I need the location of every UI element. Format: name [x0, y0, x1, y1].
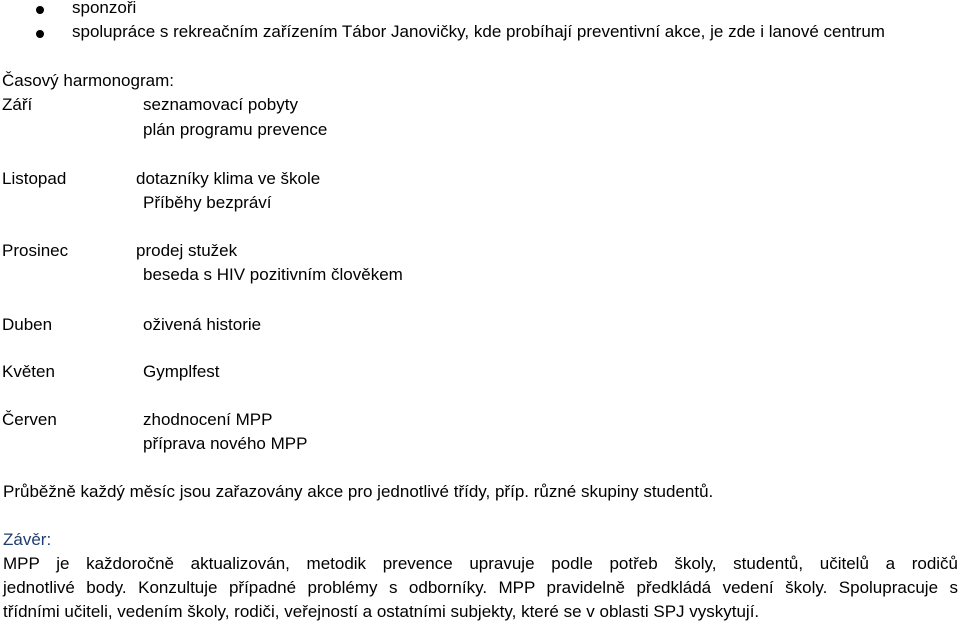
schedule-activity: beseda s HIV pozitivním člověkem: [143, 265, 403, 284]
schedule-month: Duben: [2, 315, 53, 334]
conclusion-line: [3, 552, 958, 576]
bullet-dot-icon: [36, 30, 44, 38]
schedule-activity: dotazníky klima ve škole: [136, 169, 321, 188]
ongoing-paragraph: Průběžně každý měsíc jsou zařazovány akce pro jednotlivé třídy, příp. různé skupiny studentů.: [3, 482, 714, 501]
schedule-month: Září: [2, 95, 33, 114]
schedule-activity: seznamovací pobyty: [143, 95, 298, 114]
schedule-activity: prodej stužek: [136, 241, 238, 260]
schedule-activity: plán programu prevence: [143, 120, 328, 139]
bullet-text: spolupráce s rekreačním zařízením Tábor Janovičky, kde probíhají preventivní akce, je zde i lanové centrum: [72, 22, 885, 41]
bullet-dot-icon: [36, 6, 44, 14]
schedule-activity: příprava nového MPP: [143, 434, 308, 453]
schedule-activity: oživená historie: [143, 315, 262, 334]
schedule-activity: zhodnocení MPP: [143, 410, 273, 429]
schedule-month: Červen: [2, 410, 57, 429]
conclusion-line-text: MPP je každoročně aktualizován, metodik prevence upravuje podle potřeb školy, studentů, učitelů a rodičů: [3, 554, 958, 573]
schedule-activity: Příběhy bezpráví: [143, 193, 272, 212]
schedule-month: Listopad: [2, 169, 67, 188]
bullet-text: sponzoři: [72, 0, 137, 17]
conclusion-heading: Závěr:: [3, 530, 52, 549]
schedule-heading: Časový harmonogram:: [2, 71, 174, 90]
schedule-activity: Gymplfest: [143, 362, 220, 381]
schedule-month: Květen: [2, 362, 55, 381]
conclusion-paragraph: [3, 552, 958, 624]
schedule-month: Prosinec: [2, 241, 69, 260]
conclusion-line: [3, 600, 958, 624]
conclusion-line: [3, 576, 958, 600]
conclusion-line-text: jednotlivé body. Konzultuje případné problémy s odborníky. MPP pravidelně předkládá vedení školy. Spolupracuje s: [3, 578, 958, 597]
conclusion-line-text: třídními učiteli, vedením školy, rodiči, veřejností a ostatními subjekty, které se v oblasti SPJ vyskytují.: [3, 602, 760, 621]
